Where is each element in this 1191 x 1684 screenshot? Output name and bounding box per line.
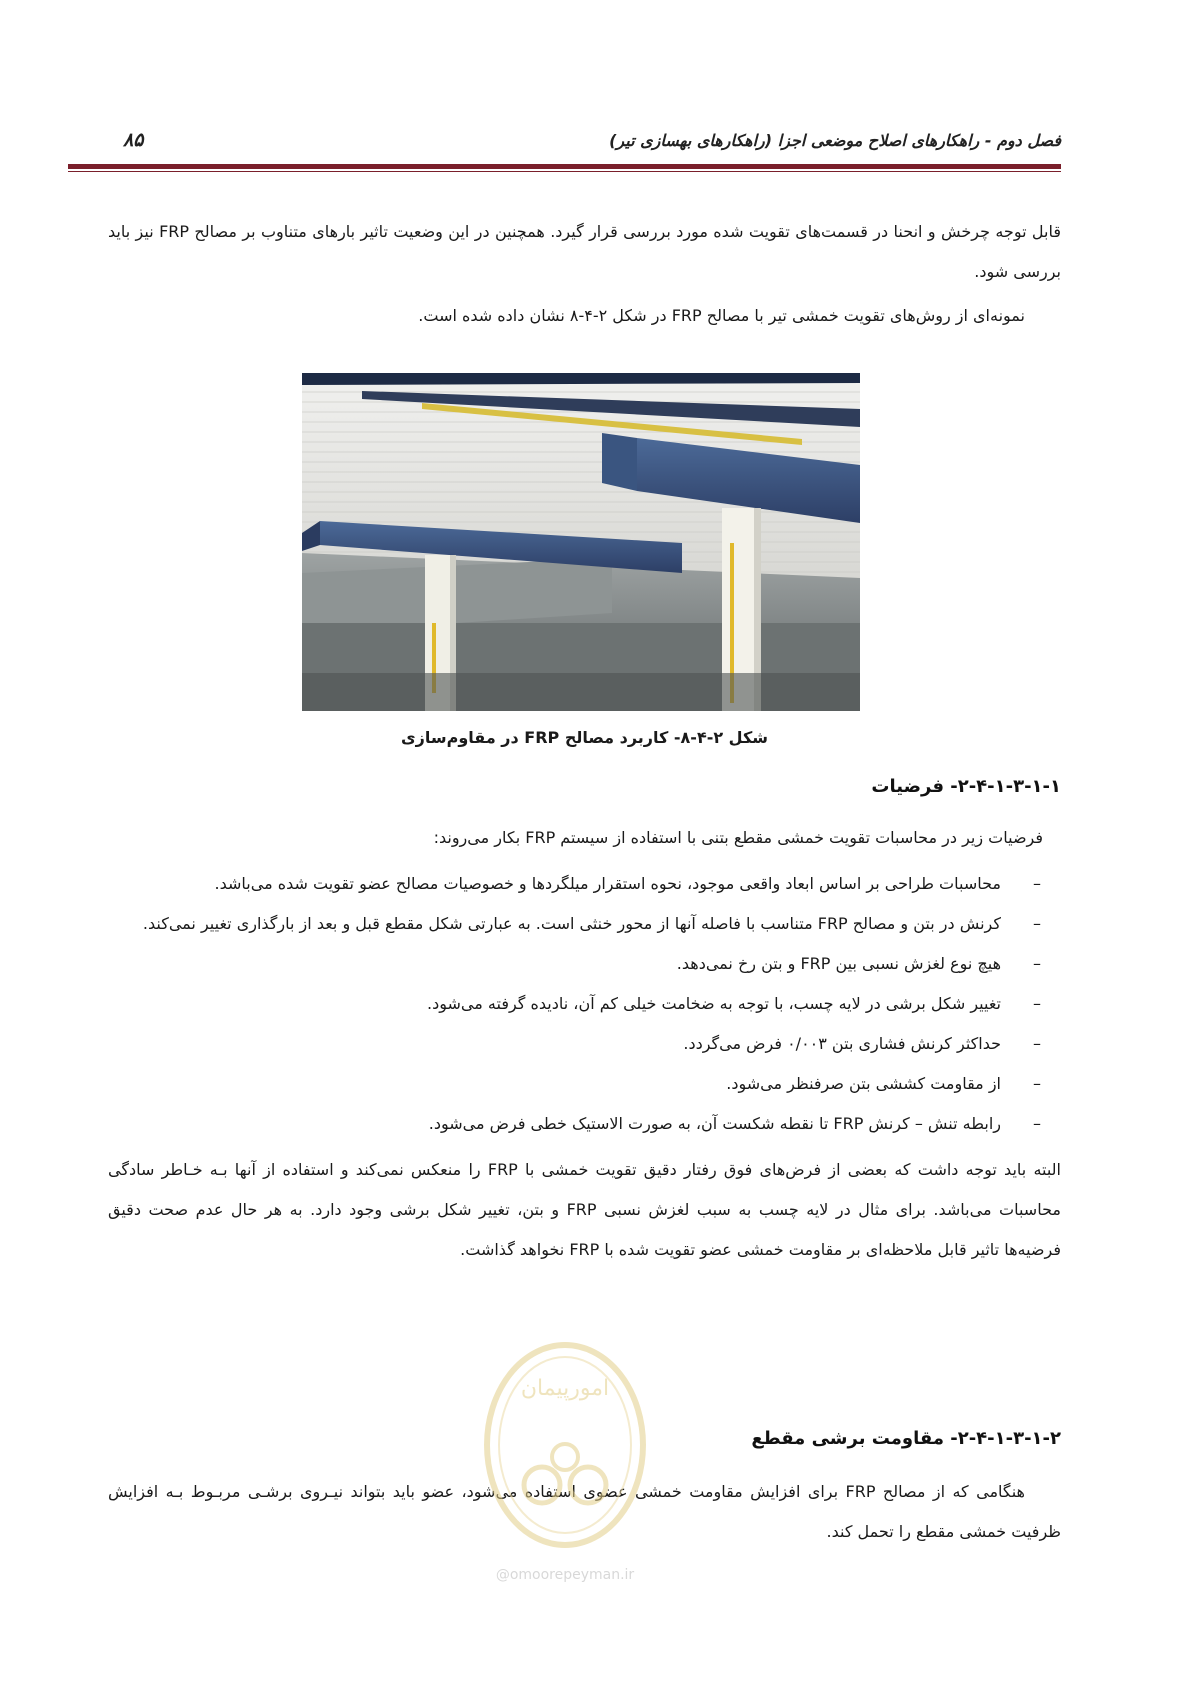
page-header	[68, 125, 1061, 165]
intro-block	[108, 212, 1061, 336]
list-item-text: کرنش در بتن و مصالح FRP متناسب با فاصله آنها از محور خنثی است. به عبارتی شکل مقطع قبل و بعد از بارگذاری تغییر نمی‌کند.	[142, 914, 1001, 933]
watermark-logo-text: امورپیمان	[520, 1376, 610, 1401]
assumptions-list	[108, 864, 1061, 1144]
running-title: فصل دوم - راهکارهای اصلاح موضعی اجزا (راهکارهای بهسازی تیر)	[609, 131, 1061, 150]
header-rule-thin	[68, 171, 1061, 172]
watermark	[480, 1335, 650, 1585]
section-heading-assumptions: ۲-۴-۱-۳-۱-۱- فرضیات	[871, 776, 1061, 797]
list-item-text: حداکثر کرنش فشاری بتن ۰/۰۰۳ فرض می‌گردد.	[683, 1034, 1001, 1053]
list-item	[108, 1024, 1061, 1064]
beam-strengthening-photo	[302, 373, 860, 711]
watermark-text: @omoorepeyman.ir	[495, 1567, 635, 1583]
shear-paragraph: هنگامی که از مصالح FRP برای افزایش مقاومت خمشی عضوی استفاده می‌شود، عضو باید بتواند نیـروی برشـی مربـوط بـه افزایش ظرفیت خمشی مقطع را تحمل کند.	[108, 1482, 1061, 1541]
intro-paragraph-2: نمونه‌ای از روش‌های تقویت خمشی تیر با مصالح FRP در شکل ۲-۴-۸ نشان داده شده است.	[418, 306, 1025, 325]
list-item	[108, 1104, 1061, 1144]
list-dash: –	[1033, 914, 1041, 933]
list-dash: –	[1033, 874, 1041, 893]
list-item-text: محاسبات طراحی بر اساس ابعاد واقعی موجود، نحوه استقرار میلگردها و خصوصیات مصالح عضو تقویت شده می‌باشد.	[214, 874, 1001, 893]
figure-caption: شکل ۲-۴-۸- کاربرد مصالح FRP در مقاوم‌سازی	[401, 728, 768, 747]
list-item	[108, 864, 1061, 904]
list-item	[108, 944, 1061, 984]
intro-paragraph-1: قابل توجه چرخش و انحنا در قسمت‌های تقویت شده مورد بررسی قرار گیرد. همچنین در این وضعیت تاثیر بارهای متناوب بر مصالح FRP نیز باید بررسی شود.	[108, 222, 1062, 281]
list-dash: –	[1033, 1114, 1041, 1133]
section-heading-shear-strength: ۲-۴-۱-۳-۱-۲- مقاومت برشی مقطع	[751, 1428, 1061, 1449]
assumptions-lead: فرضیات زیر در محاسبات تقویت خمشی مقطع بتنی با استفاده از سیستم FRP بکار می‌روند:	[433, 828, 1043, 847]
list-dash: –	[1033, 1034, 1041, 1053]
list-dash: –	[1033, 1074, 1041, 1093]
list-item-text: رابطه تنش – کرنش FRP تا نقطه شکست آن، به صورت الاستیک خطی فرض می‌شود.	[428, 1114, 1001, 1133]
list-item-text: تغییر شکل برشی در لایه چسب، با توجه به ضخامت خیلی کم آن، نادیده گرفته می‌شود.	[427, 994, 1001, 1013]
list-item	[108, 1064, 1061, 1104]
assumptions-block	[108, 818, 1061, 1270]
list-item-text: هیچ نوع لغزش نسبی بین FRP و بتن رخ نمی‌دهد.	[676, 954, 1001, 973]
page-number: ۸۵	[123, 129, 144, 151]
header-rule-thick	[68, 164, 1061, 169]
watermark-logo	[480, 1335, 650, 1565]
assumptions-note: البته باید توجه داشت که بعضی از فرض‌های فوق رفتار دقیق تقویت خمشی با FRP را منعکس نمی‌کند و استفاده از آنها بـه خـاطر سادگی محاسبات می‌باشد. برای مثال در لایه چسب به سبب لغزش نسبی FRP و بتن، تغییر شکل برشی وجود دارد. به هر حال عدم صحت دقیق فرضیه‌ها تاثیر قابل ملاحظه‌ای بر مقاومت خمشی عضو تقویت شده با FRP نخواهد گذاشت.	[108, 1160, 1061, 1259]
list-dash: –	[1033, 954, 1041, 973]
list-dash: –	[1033, 994, 1041, 1013]
list-item-text: از مقاومت کششی بتن صرفنظر می‌شود.	[726, 1074, 1001, 1093]
list-item	[108, 904, 1061, 944]
list-item	[108, 984, 1061, 1024]
figure-photo	[302, 373, 860, 711]
